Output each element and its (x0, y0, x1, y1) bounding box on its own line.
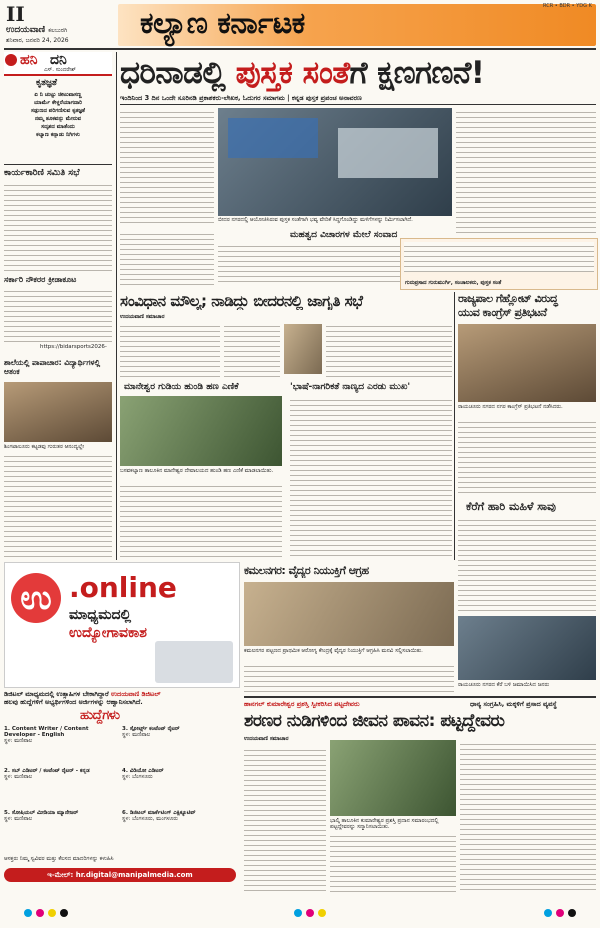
registration-mark-icon (544, 909, 552, 917)
dani-label: ದನಿ (50, 52, 67, 68)
book-fair-photo (218, 108, 452, 216)
job-post-location: ಸ್ಥಳ: ಮಣಿಪಾಲ (4, 816, 33, 822)
print-registration-strip (4, 906, 596, 920)
stage-structure (228, 118, 318, 158)
maneshara-headline: ಮಾನೇಶ್ವರ ಗುಡಿಯ ಹುಂಡಿ ಹಣ ಎಣಿಕೆ (124, 382, 239, 392)
paper-name-text: ಉದಯವಾಣಿ (6, 25, 46, 35)
color-strip-label: RCR • BDR • YDG K (543, 3, 592, 9)
sports-body (4, 287, 112, 343)
main-story-col4-text (456, 108, 596, 234)
poem-line: ಸಡ್ಗುಣದ ಪರಿಗಣಿಸುವ ಕೃತಜ್ಞತೆ (30, 108, 86, 114)
award-ceremony-photo (330, 740, 456, 816)
lake-crowd-photo (458, 616, 596, 680)
kerege-body (458, 516, 596, 612)
main-subhead: ಇಂದಿನಿಂದ 3 ದಿನ ಒಂದೇ ಸೂರಿನಡಿ ಪ್ರಕಾಶಕರು-ಲೇಖಕ, ಓದುಗರ ಸಮಾಗಮ | ಕನ್ನಡ ಪುಸ್ತಕ ಪ್ರಪಂಚ ಅನಾವರಣ (120, 94, 362, 102)
email-label: ಇ-ಮೇಲ್: (47, 871, 74, 879)
headline-part3: ಗೆ ಕ್ಷಣಗಣನೆ! (349, 55, 485, 91)
subhead-rule (120, 104, 596, 105)
job-post-number: 3 (122, 726, 126, 732)
quote-author-name: ಗುರುಪ್ರಸಾದ ಗುರುಮುರ್ಗಿ (405, 280, 451, 286)
job-post-number: 4 (122, 768, 126, 774)
bottom-kicker: ಹಾನಗಲ್ ಕುಮಾರೇಶ್ವರ ಪ್ರಶಸ್ತಿ ಸ್ವೀಕರಿಸಿದ ಪಟ್ಟದೇವರು (244, 700, 360, 708)
job-post[interactable]: 6. ಡಿಜಿಟಲ್ ಮಾರ್ಕೆಟಿಂಗ್ ಎಕ್ಸಿಕ್ಯೂಟಿವ್ ಸ್ಥಳ: ಬೆಂಗಳೂರು, ಮಂಗಳೂರು (122, 810, 238, 822)
hani-dani-box (4, 52, 112, 76)
rajyapala-headline-line1: ರಾಜ್ಯಪಾಲ ಗೆಹ್ಲೋಟ್ ವಿರುದ್ಧ (458, 292, 558, 305)
paper-name (6, 25, 67, 35)
registration-mark-icon (48, 909, 56, 917)
main-story-col1b (120, 230, 214, 286)
headline-highlight: ಪುಸ್ತಕ ಸಂತೆ (235, 55, 350, 91)
job-post-number: 6 (122, 810, 126, 816)
hospital-petition-photo (244, 582, 454, 646)
poem-line: ಸದೃಶದ ಮಾತೆಂದು (41, 124, 75, 130)
registration-mark-icon (24, 909, 32, 917)
job-post-location: ಸ್ಥಳ: ಬೆಂಗಳೂರು, ಮಂಗಳೂರು (122, 816, 178, 822)
rajyapala-headline-line2: ಯುವ ಕಾಂಗ್ರೆಸ್ ಪ್ರತಿಭಟನೆ (458, 306, 547, 319)
job-post[interactable]: 4. ವಿಡಿಯೋ ಎಡಿಟರ್ ಸ್ಥಳ: ಬೆಂಗಳೂರು (122, 768, 238, 780)
meeting-headline: ಕಾರ್ಯಕಾರಿಣಿ ಸಮಿತಿ ಸಭೆ (4, 168, 80, 178)
hani-dani-author: ಎಸ್. ಸುಂದರೇಶ್ (44, 67, 76, 73)
registration-mark-icon (36, 909, 44, 917)
quote-box (400, 238, 598, 290)
kamalanagara-body (244, 662, 454, 692)
registration-mark-icon (306, 909, 314, 917)
ad-banner-brand: ಉದಯವಾಣಿ ಡಿಜಿಟಲ್ (110, 690, 161, 698)
job-post[interactable]: 5. ಸೋಷಿಯಲ್ ಮೀಡಿಯಾ ಮ್ಯಾನೇಜರ್ ಸ್ಥಳ: ಮಣಿಪಾಲ (4, 810, 120, 822)
email-address: hr.digital@manipalmedia.com (75, 871, 193, 879)
rajyapala-headline (458, 292, 596, 320)
job-posts-list (4, 726, 238, 892)
samvada-box-title: ಮಹತ್ವದ ವಿಚಾರಗಳ ಮೇಲೆ ಸಂವಾದ (290, 230, 398, 240)
quote-text (404, 242, 594, 272)
registration-mark-icon (568, 909, 576, 917)
job-post-title: ಸ್ಪೋರ್ಟ್ಸ್ ಕಂಟೆಂಟ್ ರೈಟರ್ (129, 726, 180, 732)
ad-tagline-2: ಉದ್ಯೋಗಾವಕಾಶ (69, 625, 147, 641)
maneshara-caption: ಬಸವಕಲ್ಯಾಣ ತಾಲೂಕಿನ ಮಾನೇಶ್ವರ ದೇವಾಲಯದ ಹುಂಡಿ ಹಣ ಎಣಿಕೆ ಮಾಡಲಾಯಿತು. (120, 468, 274, 474)
job-post-title: ಸೋಷಿಯಲ್ ಮೀಡಿಯಾ ಮ್ಯಾನೇಜರ್ (11, 810, 79, 816)
meeting-body (4, 181, 112, 271)
job-post-title: ಡಿಜಿಟಲ್ ಮಾರ್ಕೆಟಿಂಗ್ ಎಕ್ಸಿಕ್ಯೂಟಿವ್ (129, 810, 196, 816)
job-post[interactable]: 3. ಸ್ಪೋರ್ಟ್ಸ್ ಕಂಟೆಂಟ್ ರೈಟರ್ ಸ್ಥಳ: ಮಣಿಪಾಲ (122, 726, 238, 738)
protest-photo (458, 324, 596, 402)
registration-mark-icon (318, 909, 326, 917)
job-post-location: ಸ್ಥಳ: ಮಣಿಪಾಲ (122, 732, 151, 738)
email-button[interactable] (4, 868, 236, 882)
ad-footer: ಆಸಕ್ತರು ನಿಮ್ಮ ಸ್ವವಿವರ ಮತ್ತು ಕೆಲಸದ ಮಾದರಿಗಳನ್ನು ಕಳುಹಿಸಿ (4, 856, 114, 862)
hundi-counting-photo (120, 396, 282, 466)
sports-url[interactable]: https://bidarsports2026- (40, 344, 107, 350)
quote-author-role: ಸಂಚಾಲಕರು, ಪುಸ್ತಕ ಸಂತೆ (454, 280, 502, 286)
udayavani-logo-icon: ಉ (11, 573, 61, 623)
rajyapala-caption: ರಾಯಚೂರು ನಗರದ ನಗರ ಕಾಂಗ್ರೆಸ್ ಪ್ರತಿಭಟನೆ ನಡೆಸಿದರು. (458, 404, 563, 410)
pen-icon (5, 54, 17, 66)
job-post-location: ಸ್ಥಳ: ಬೆಂಗಳೂರು (122, 774, 153, 780)
job-post-number: 5 (4, 810, 8, 816)
samvidhana-headline: ಸಂವಿಧಾನ ಮೌಲ್ಯ; ನಾಡಿದ್ದು ಬೀದರನಲ್ಲಿ ಜಾಗೃತಿ ಸಭೆ (120, 292, 363, 310)
job-post-location: ಸ್ಥಳ: ಮಣಿಪಾಲ (4, 774, 33, 780)
job-post-title: Content Writer / Content Developer - English (4, 726, 89, 738)
hani-dani-poem (4, 92, 112, 140)
bhashe-headline: 'ಭಾಷೆ-ನಾಗರಿಕತೆ ನಾಣ್ಯದ ಎರಡು ಮುಖ' (290, 382, 411, 392)
book-fair-caption: ಬೀದರ ನಗರದಲ್ಲಿ ಆಯೋಜಿಸಿರುವ ಪುಸ್ತಕ ಸಂತೆಗಾಗಿ ಭವ್ಯ ವೇದಿಕೆ ಸಿದ್ಧಗೊಂಡಿದ್ದು ಮಳಿಗೆಗಳನ್ನು ನಿರ್ಮಿಸಲಾಗಿದೆ. (218, 217, 413, 223)
maneshara-body (120, 482, 282, 558)
poem-line: ನಮ್ಮ ತೂಕವನ್ನು ಮೇರುವ (34, 116, 82, 122)
school-caption: ಶಿಂಗಟಾಲೂರು ಕಟ್ಟಡವು ಗುರುತರ ಆನಂದ್ಯಲ್ಲೇ (4, 444, 85, 450)
hani-dani-subtitle: ಕೃತಜ್ಞತೆ (36, 78, 57, 88)
poem-line: ಕಲ್ಯಾಣ ಕನ್ನಾಡು ನಿಗಿಗಳು (36, 132, 80, 138)
bhashe-body (290, 396, 452, 558)
job-post-location: ಸ್ಥಳ: ಮಣಿಪಾಲ (4, 738, 33, 744)
left-column-rule (116, 52, 117, 560)
job-post-number: 1 (4, 726, 8, 732)
samvidhana-col3 (326, 322, 452, 378)
school-photo (4, 382, 112, 442)
main-story-col4 (456, 108, 596, 234)
stall-tents (338, 128, 438, 178)
section-title: ಕಲ್ಯಾಣ ಕರ್ನಾಟಕ (140, 6, 305, 41)
bottom-kicker-2: ಧಾನ್ಯ ಸಂಗ್ರಹಿಸಿ, ಮಕ್ಕಳಿಗೆ ಪ್ರಸಾದ ವ್ಯವಸ್ಥೆ (470, 700, 557, 708)
laptop-graphic (155, 641, 233, 683)
samvidhana-col2 (224, 322, 280, 378)
poem-line: ಏ ನಿ ಚುಟ್ಟು ಚೀಟುವಾಸಣ್ಣ (34, 92, 82, 98)
mid-column-rule (454, 292, 455, 560)
samvidhana-byline: ಉದಯವಾಣಿ ಸಮಾಚಾರ (120, 314, 165, 320)
job-post-title: ವಿಡಿಯೋ ಎಡಿಟರ್ (129, 768, 164, 774)
poem-line: ಯಾರ್ಮೆ ಕೇಳ್ದರೆಯಾಗದಾರಿ (33, 100, 83, 106)
bottom-caption: ಭಾಲ್ಕಿ ತಾಲೂಕಿನ ಕುಮಾರೇಶ್ವರ ಪ್ರಶಸ್ತಿ ಪ್ರದಾನ ಸಮಾರಂಭದಲ್ಲಿ ಪಟ್ಟದ್ದೇವರನ್ನು ಸನ್ಮಾನಿಸಲಾಯಿತು. (330, 818, 439, 830)
page-number: II (6, 2, 25, 26)
registration-mark-icon (294, 909, 302, 917)
main-story-col1 (120, 108, 214, 226)
headline-part1: ಧರಿನಾಡಲ್ಲಿ (120, 55, 236, 91)
bottom-byline: ಉದಯವಾಣಿ ಸಮಾಚಾರ (244, 736, 289, 742)
kerege-headline: ಕೆರೆಗೆ ಹಾರಿ ಮಹಿಳೆ ಸಾವು (466, 500, 556, 513)
bottom-col1 (244, 746, 326, 892)
sports-headline: ಸರ್ಕಾರಿ ನೌಕರರ ಕ್ರೀಡಾಕೂಟ (4, 275, 77, 284)
kamalanagara-headline: ಕಮಲನಗರ: ವೈದ್ಯರ ನಿಯುಕ್ತಿಗೆ ಆಗ್ರಹ (244, 564, 369, 577)
samvidhana-col1 (120, 322, 220, 378)
hani-label: ಹನಿ (20, 52, 38, 68)
edition-label: ಕಲಬುರಗಿ (48, 27, 68, 34)
ad-tagline-1: ಮಾಧ್ಯಮದಲ್ಲಿ (69, 607, 132, 623)
quote-author: ಗುರುಪ್ರಸಾದ ಗುರುಮುರ್ಗಿ, ಸಂಚಾಲಕರು, ಪುಸ್ತಕ ಸಂತೆ (405, 280, 502, 286)
school-body (4, 452, 112, 558)
job-post[interactable]: 2. ಸಬ್ ಎಡಿಟರ್ / ಕಂಟೆಂಟ್ ರೈಟರ್ - ಕನ್ನಡ ಸ್ಥಳ: ಮಣಿಪಾಲ (4, 768, 120, 780)
job-post-number: 2 (4, 768, 8, 774)
column-divider (4, 164, 112, 165)
registration-mark-icon (556, 909, 564, 917)
job-post[interactable]: 1. Content Writer / Content Developer - English ಸ್ಥಳ: ಮಣಿಪಾಲ (4, 726, 120, 744)
posts-title: ಹುದ್ದೆಗಳು (80, 708, 120, 723)
rajyapala-body (458, 418, 596, 496)
ad-banner-line1: ಡಿಜಿಟಲ್ ಮಾಧ್ಯಮದಲ್ಲಿ ಉತ್ಸಾಹಿಗಳ ಬೇಕಾಗಿದ್ದಾರೆ (4, 690, 109, 698)
bottom-section-rule (244, 696, 596, 698)
kerege-caption: ರಾಯಚೂರು ನಗರದ ಕೆರೆ ಬಳಿ ಜಮಾಯಿಸಿದ ಜನರು (458, 682, 550, 688)
ad-banner-line2: ಹಲವು ಹುದ್ದೆಗಳಿಗೆ ಅಭ್ಯರ್ಥಿಗಳಿಂದ ಅರ್ಜಿಗಳನ್ನು ಆಹ್ವಾನಿಸಲಾಗಿದೆ. (4, 698, 143, 706)
bottom-col2 (330, 832, 456, 892)
registration-mark-icon (60, 909, 68, 917)
ad-online-text: .online (69, 571, 177, 604)
kamalanagara-caption: ಕಮಲನಗರ ಪಟ್ಟಣದ ಪ್ರಾಥಮಿಕ ಆರೋಗ್ಯ ಕೇಂದ್ರಕ್ಕೆ ವೈದ್ಯರ ನಿಯುಕ್ತಿಗೆ ಆಗ್ರಹಿಸಿ ಮನವಿ ಸಲ್ಲಿಸಲಾಯಿತು. (244, 648, 423, 654)
bottom-col3 (460, 740, 596, 892)
main-headline (120, 56, 484, 90)
udayavani-online-ad[interactable] (4, 562, 240, 688)
bottom-headline: ಶರಣರ ನುಡಿಗಳಿಂದ ಜೀವನ ಪಾವನ: ಪಟ್ಟದ್ದೇವರು (244, 711, 505, 731)
job-post-title: ಸಬ್ ಎಡಿಟರ್ / ಕಂಟೆಂಟ್ ರೈಟರ್ - ಕನ್ನಡ (11, 768, 90, 774)
school-headline: ಶಾಲೆಯಲ್ಲಿ ಪಾಪಾಚಾರ: ವಿದ್ಯಾರ್ಥಿಗಳಲ್ಲಿ ಆತಂಕ (4, 358, 101, 376)
ad-banner-text (4, 690, 238, 706)
masthead-rule (4, 48, 596, 50)
speaker-portrait (284, 324, 322, 374)
issue-date: ಶನಿವಾರ, ಜನವರಿ 24, 2026 (6, 37, 69, 44)
